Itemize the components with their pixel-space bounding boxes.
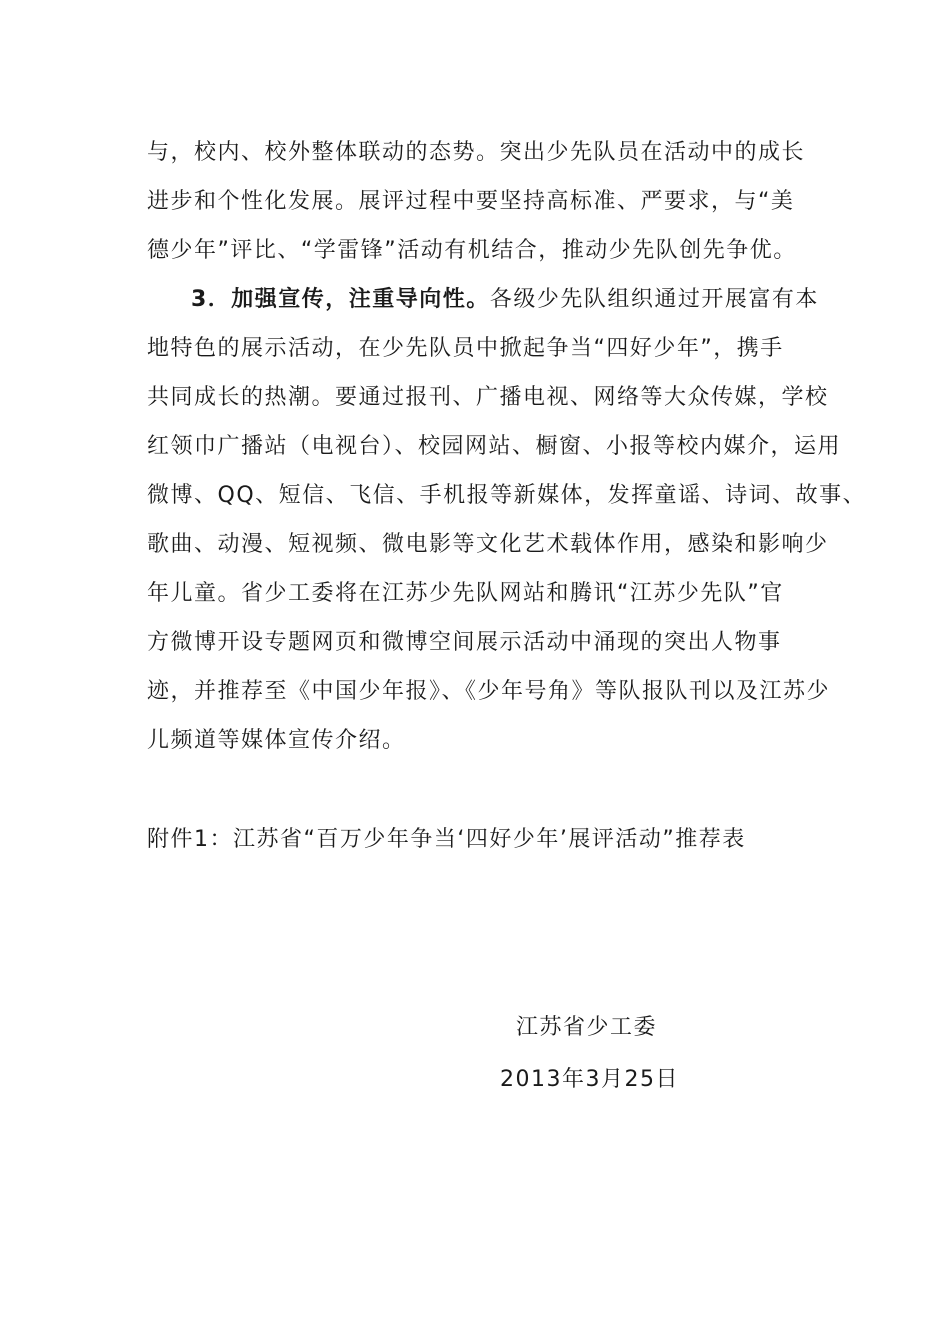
paragraph-2-line-6: 歌曲、动漫、短视频、微电影等文化艺术载体作用，感染和影响少 xyxy=(147,532,829,557)
paragraph-2-heading: 3．加强宣传，注重导向性。 xyxy=(191,287,490,312)
signature-organization: 江苏省少工委 xyxy=(516,1015,658,1040)
body-text xyxy=(147,128,867,765)
paragraph-2-line-8: 方微博开设专题网页和微博空间展示活动中涌现的突出人物事 xyxy=(147,630,782,655)
paragraph-2-line-10: 儿频道等媒体宣传介绍。 xyxy=(147,728,406,753)
paragraph-2-line-3: 共同成长的热潮。要通过报刊、广播电视、网络等大众传媒，学校 xyxy=(147,385,829,410)
attachment-note: 附件1：江苏省“百万少年争当‘四好少年’展评活动”推荐表 xyxy=(147,827,746,852)
paragraph-2-line-4: 红领巾广播站（电视台）、校园网站、橱窗、小报等校内媒介，运用 xyxy=(147,434,842,459)
paragraph-2-line-7: 年儿童。省少工委将在江苏少先队网站和腾讯“江苏少先队”官 xyxy=(147,581,784,606)
paragraph-1-line-2: 进步和个性化发展。展评过程中要坚持高标准、严要求，与“美 xyxy=(147,189,795,214)
paragraph-1-line-1: 与，校内、校外整体联动的态势。突出少先队员在活动中的成长 xyxy=(147,140,806,165)
paragraph-2-first-line-rest: 各级少先队组织通过开展富有本 xyxy=(489,287,819,312)
paragraph-2-first-line xyxy=(147,275,817,324)
paragraph-1-line-3: 德少年”评比、“学雷锋”活动有机结合，推动少先队创先争优。 xyxy=(147,238,797,263)
paragraph-2-line-9: 迹，并推荐至《中国少年报》、《少年号角》等队报队刊以及江苏少 xyxy=(147,679,831,704)
signature-date: 2013年3月25日 xyxy=(500,1067,679,1092)
paragraph-2-line-2: 地特色的展示活动，在少先队员中掀起争当“四好少年”，携手 xyxy=(147,336,784,361)
paragraph-2-line-5: 微博、QQ、短信、飞信、手机报等新媒体，发挥童谣、诗词、故事、 xyxy=(147,483,867,508)
